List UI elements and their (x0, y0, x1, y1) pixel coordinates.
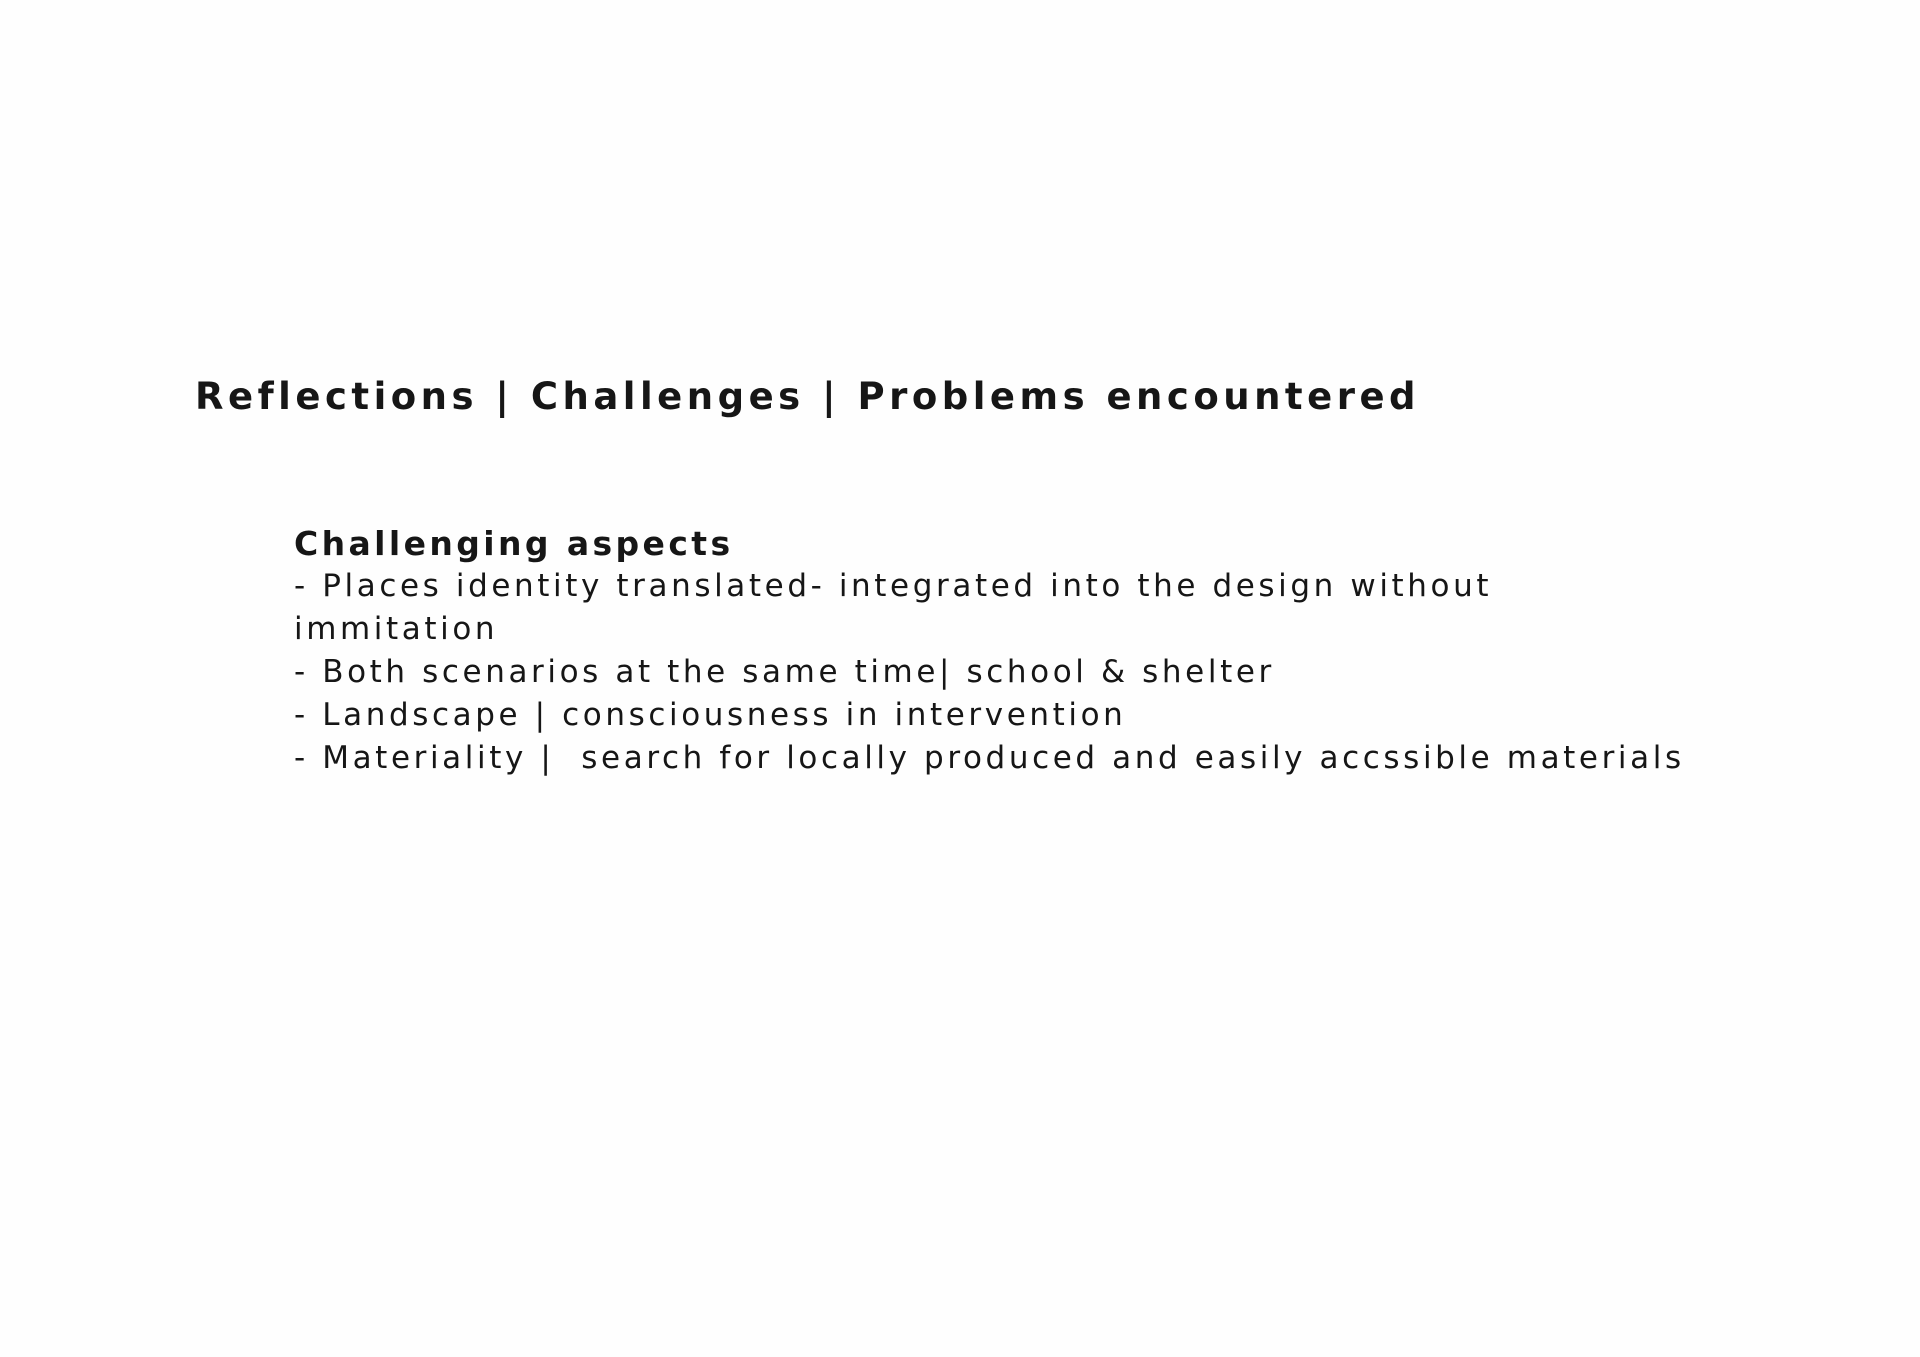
section-heading: Challenging aspects (294, 524, 734, 563)
list-line: - Places identity translated- integrated into the design without (294, 568, 1493, 604)
challenges-list (294, 565, 1854, 780)
challenging-aspects-section (294, 522, 1854, 780)
list-line: - Landscape | consciousness in intervention (294, 697, 1127, 733)
list-line: - Materiality | search for locally produced and easily accssible materials (294, 740, 1685, 776)
list-line: - Both scenarios at the same time| school & shelter (294, 654, 1275, 690)
page-title: Reflections | Challenges | Problems encountered (195, 375, 1421, 418)
list-line: immitation (294, 611, 499, 647)
